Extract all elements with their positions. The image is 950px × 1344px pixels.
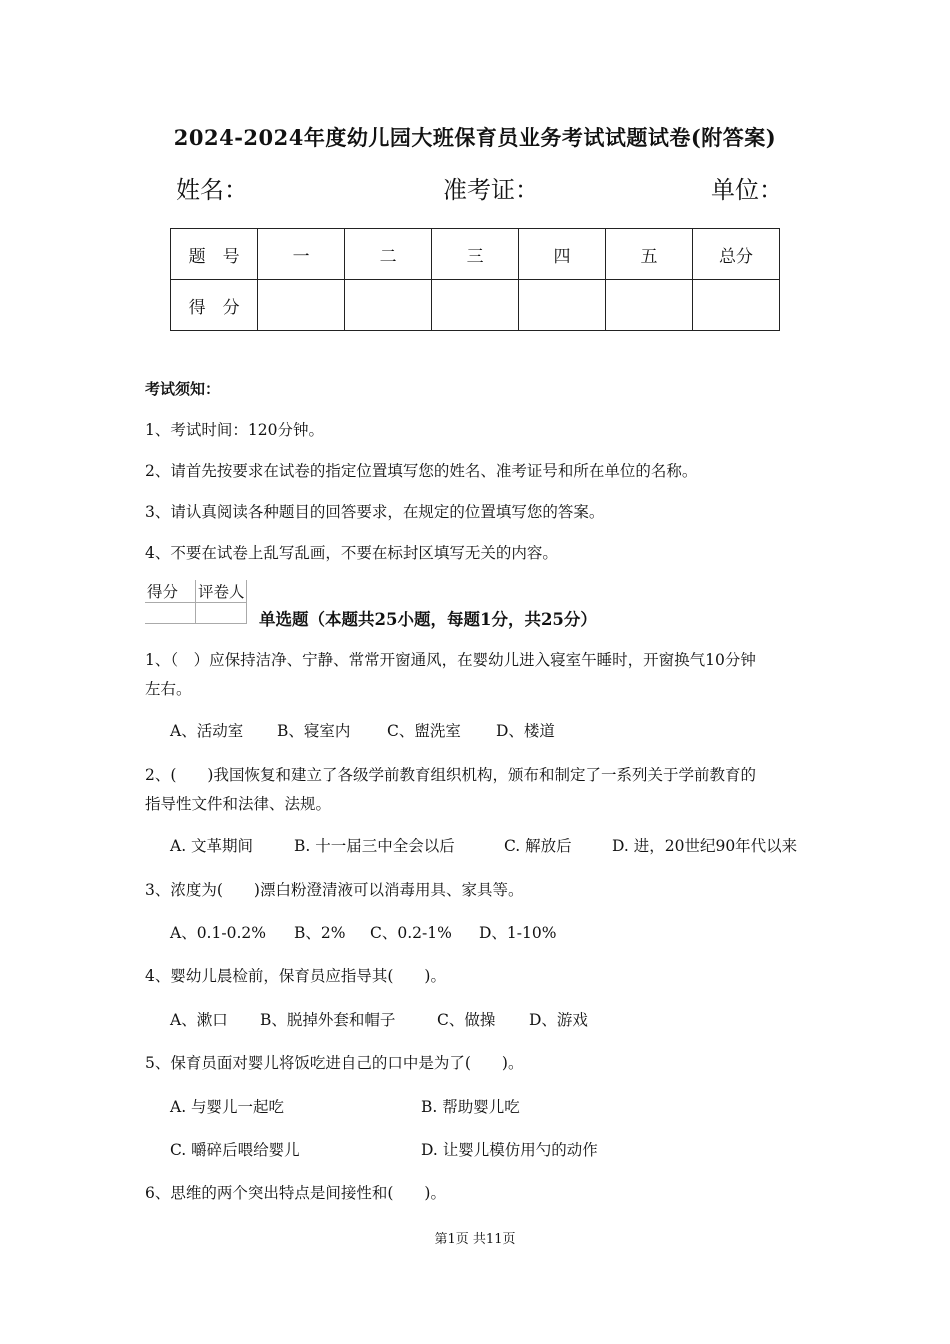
exam-id-field-label: 准考证：: [443, 176, 539, 204]
question-5-option-d[interactable]: D. 让婴儿模仿用勺的动作: [421, 1141, 598, 1159]
page-footer: 第1页 共11页: [434, 1232, 516, 1247]
score-table-header-cell: 五: [606, 229, 693, 280]
grader-name-cell[interactable]: [196, 603, 247, 624]
notice-item: 1、考试时间：120分钟。: [145, 421, 324, 439]
score-table-header-cell: 三: [432, 229, 519, 280]
notice-item: 4、不要在试卷上乱写乱画，不要在标封区填写无关的内容。: [145, 544, 558, 562]
score-table-header-cell: 题 号: [171, 229, 258, 280]
question-1-text-cont: 左右。: [145, 680, 192, 698]
grader-box: [145, 580, 247, 624]
score-table-header-row: [171, 229, 780, 280]
question-1-option-a[interactable]: A、活动室: [170, 722, 244, 740]
question-4-option-c[interactable]: C、做操: [437, 1011, 496, 1029]
question-2-text: 2、( )我国恢复和建立了各级学前教育组织机构，颁布和制定了一系列关于学前教育的: [145, 766, 756, 784]
score-table-score-row: [171, 280, 780, 331]
question-5-option-c[interactable]: C. 嚼碎后喂给婴儿: [170, 1141, 300, 1159]
question-5-option-b[interactable]: B. 帮助婴儿吃: [421, 1098, 520, 1116]
question-3-option-b[interactable]: B、2%: [294, 924, 346, 942]
question-1-text: 1、（ ）应保持洁净、宁静、常常开窗通风，在婴幼儿进入寝室午睡时，开窗换气10分钟: [145, 651, 756, 669]
question-4-option-a[interactable]: A、漱口: [170, 1011, 228, 1029]
grader-score-cell[interactable]: [145, 603, 196, 624]
score-cell[interactable]: [258, 280, 345, 331]
question-1-option-c[interactable]: C、盥洗室: [387, 722, 461, 740]
question-1-option-b[interactable]: B、寝室内: [277, 722, 351, 740]
question-5-option-a[interactable]: A. 与婴儿一起吃: [170, 1098, 285, 1116]
question-4-option-d[interactable]: D、游戏: [529, 1011, 588, 1029]
question-1-option-d[interactable]: D、楼道: [496, 722, 555, 740]
question-4-text: 4、婴幼儿晨检前，保育员应指导其( )。: [145, 967, 446, 985]
name-field-label: 姓名：: [176, 176, 248, 204]
question-3-option-a[interactable]: A、0.1-0.2%: [170, 924, 266, 942]
score-table-header-cell: 二: [345, 229, 432, 280]
question-6-text: 6、思维的两个突出特点是间接性和( )。: [145, 1184, 446, 1202]
score-cell[interactable]: [606, 280, 693, 331]
question-2-text-cont: 指导性文件和法律、法规。: [145, 795, 332, 813]
section-title: 单选题（本题共25小题，每题1分，共25分）: [259, 610, 597, 629]
score-cell[interactable]: [345, 280, 432, 331]
notice-item: 2、请首先按要求在试卷的指定位置填写您的姓名、准考证号和所在单位的名称。: [145, 462, 698, 480]
question-4-option-b[interactable]: B、脱掉外套和帽子: [260, 1011, 396, 1029]
score-cell[interactable]: [432, 280, 519, 331]
score-table-header-cell: 总分: [692, 229, 779, 280]
exam-title: 2024-2024年度幼儿园大班保育员业务考试试题试卷(附答案): [173, 125, 777, 150]
question-3-text: 3、浓度为( )漂白粉澄清液可以消毒用具、家具等。: [145, 881, 524, 899]
question-3-option-d[interactable]: D、1-10%: [479, 924, 557, 942]
question-2-option-a[interactable]: A. 文革期间: [170, 837, 254, 855]
score-cell[interactable]: [692, 280, 779, 331]
grader-name-label: 评卷人: [196, 580, 247, 603]
score-table: [170, 228, 780, 331]
question-5-text: 5、保育员面对婴儿将饭吃进自己的口中是为了( )。: [145, 1054, 524, 1072]
unit-field-label: 单位：: [711, 176, 783, 204]
question-2-option-b[interactable]: B. 十一届三中全会以后: [294, 837, 455, 855]
score-cell[interactable]: [519, 280, 606, 331]
score-table-header-cell: 一: [258, 229, 345, 280]
question-2-option-c[interactable]: C. 解放后: [504, 837, 572, 855]
grader-score-label: 得分: [145, 580, 196, 603]
score-table-header-cell: 四: [519, 229, 606, 280]
score-table-row-label: 得 分: [171, 280, 258, 331]
question-2-option-d[interactable]: D. 进，20世纪90年代以来: [612, 837, 798, 855]
notice-heading: 考试须知：: [145, 380, 221, 398]
question-3-option-c[interactable]: C、0.2-1%: [370, 924, 452, 942]
notice-item: 3、请认真阅读各种题目的回答要求，在规定的位置填写您的答案。: [145, 503, 605, 521]
